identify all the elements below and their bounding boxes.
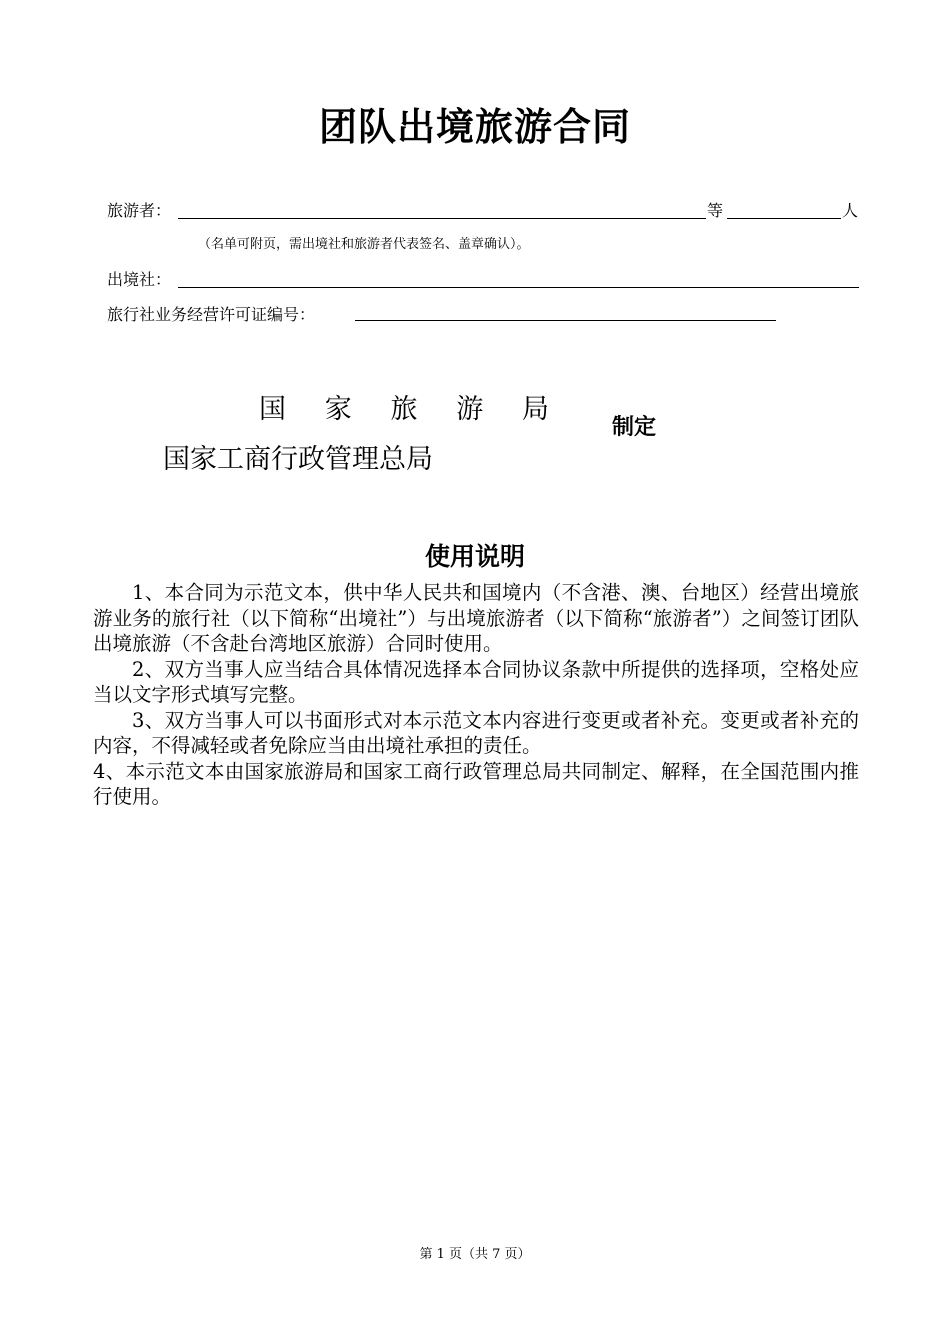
made-by-label: 制定 bbox=[612, 415, 657, 440]
issuer1-char: 旅 bbox=[390, 394, 418, 425]
issuer-saic: 国家工商行政管理总局 bbox=[163, 444, 433, 475]
traveler-note: （名单可附页，需出境社和旅游者代表签名、盖章确认）。 bbox=[198, 237, 530, 252]
issuer1-char: 家 bbox=[324, 394, 352, 425]
count-prefix: 等 bbox=[707, 201, 724, 220]
traveler-count-blank[interactable] bbox=[727, 218, 841, 219]
traveler-blank[interactable] bbox=[178, 218, 706, 219]
issuer1-char: 游 bbox=[456, 394, 484, 425]
agency-blank[interactable] bbox=[178, 287, 859, 288]
count-suffix: 人 bbox=[842, 201, 859, 220]
instructions-heading: 使用说明 bbox=[424, 542, 525, 571]
instruction-paragraph: 3、双方当事人可以书面形式对本示范文本内容进行变更或者补充。变更或者补充的内容，不得减轻或者免除应当由出境社承担的责任。 bbox=[93, 708, 859, 757]
document-title: 团队出境旅游合同 bbox=[318, 105, 631, 149]
instruction-paragraph: 2、双方当事人应当结合具体情况选择本合同协议条款中所提供的选择项，空格处应当以文字形式填写完整。 bbox=[93, 657, 859, 706]
instructions-body bbox=[93, 580, 859, 810]
instruction-paragraph: 4、本示范文本由国家旅游局和国家工商行政管理总局共同制定、解释，在全国范围内推行使用。 bbox=[93, 759, 859, 808]
instruction-paragraph: 1、本合同为示范文本，供中华人民共和国境内（不含港、澳、台地区）经营出境旅游业务的旅行社（以下简称“出境社”）与出境旅游者（以下简称“旅游者”）之间签订团队出境旅游（不含赴台湾地区旅游）合同时使用。 bbox=[93, 581, 859, 655]
page-footer: 第 1 页（共 7 页） bbox=[419, 1247, 531, 1262]
license-label: 旅行社业务经营许可证编号： bbox=[107, 305, 316, 324]
issuer1-char: 局 bbox=[522, 394, 549, 425]
traveler-label: 旅游者： bbox=[107, 201, 172, 220]
license-blank[interactable] bbox=[355, 320, 776, 321]
issuer1-char: 国 bbox=[259, 394, 286, 425]
issuer-national-tourism-administration bbox=[259, 393, 549, 427]
agency-label: 出境社： bbox=[107, 270, 172, 289]
